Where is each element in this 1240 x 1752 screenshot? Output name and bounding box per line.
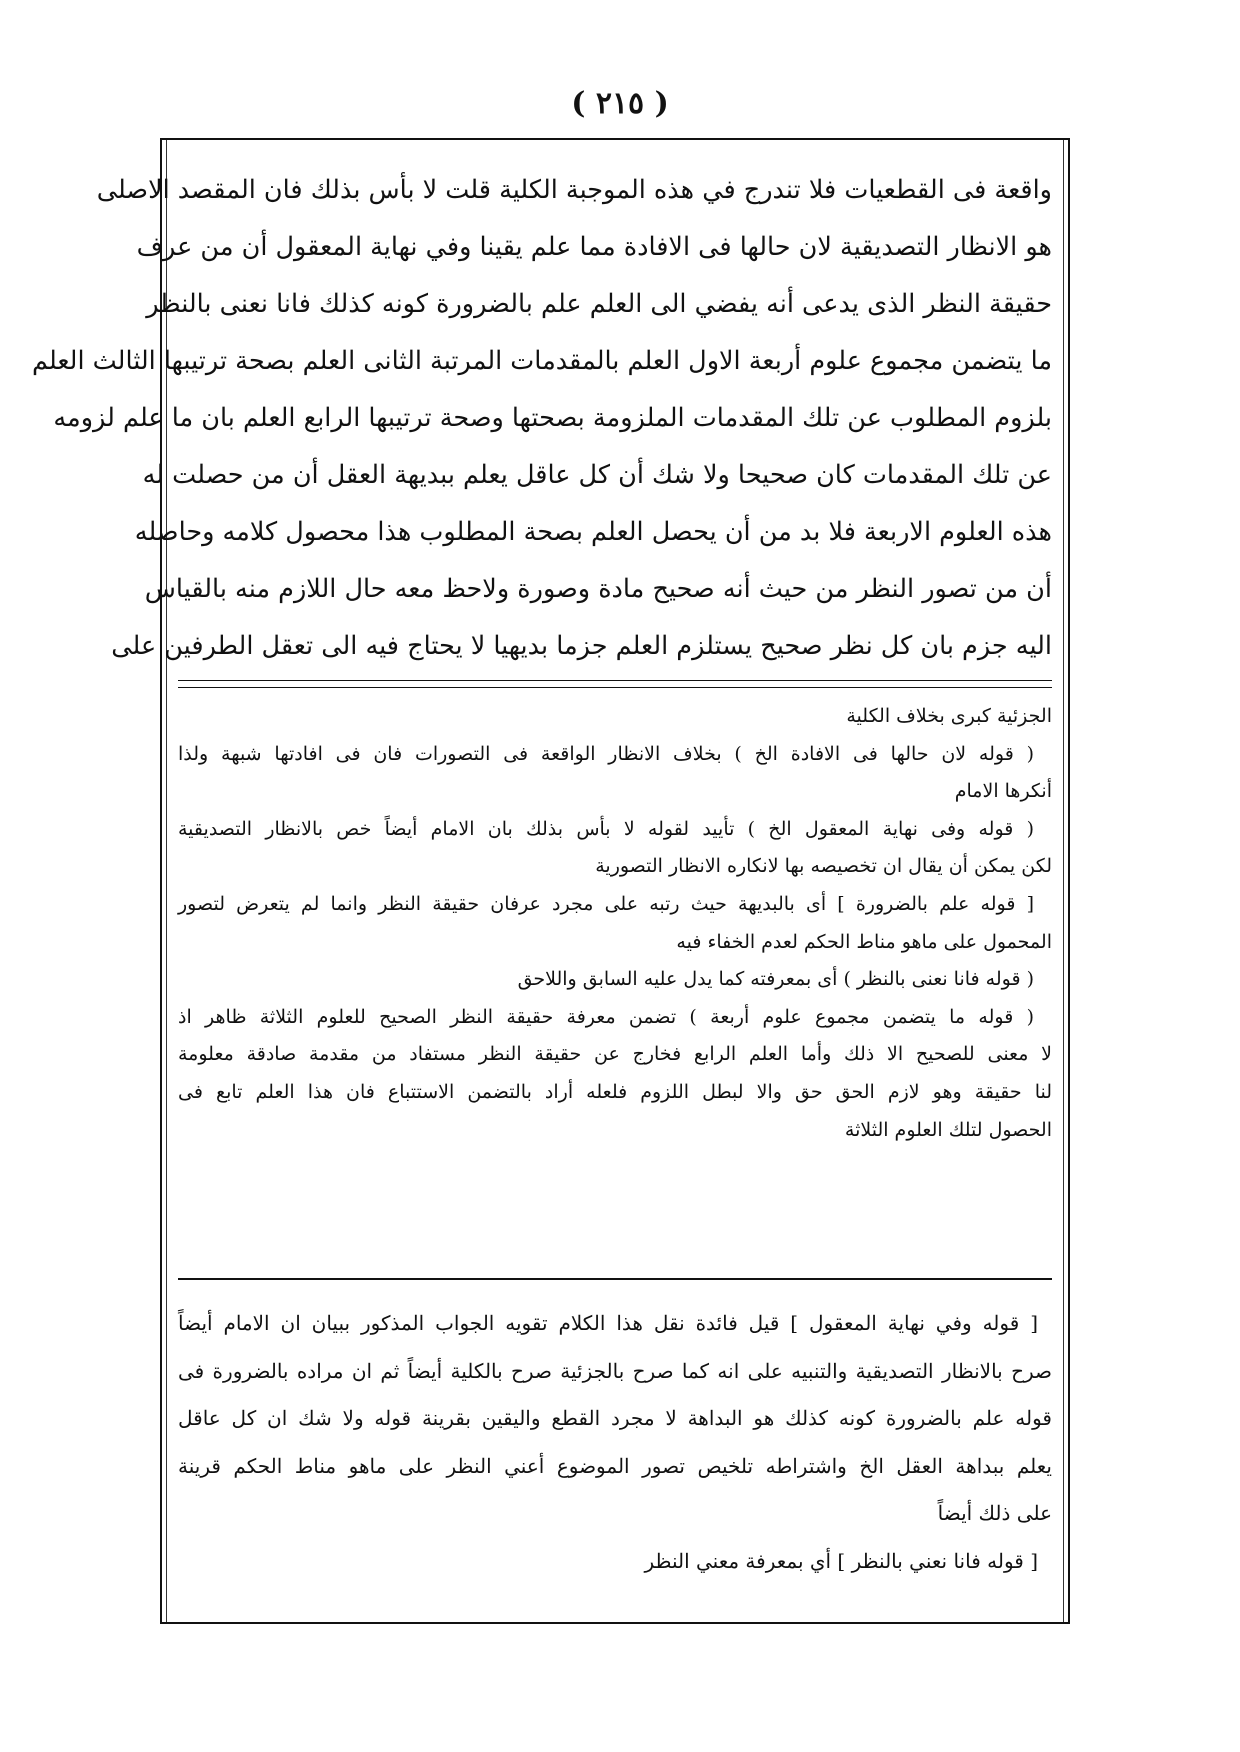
- gloss-line: [ قوله علم بالضرورة ] أى بالبديهة حيث رتبه على مجرد عرفان حقيقة النظر وانما لم يتعرض لتصور: [178, 892, 1034, 915]
- page-number: ( ٢١٥ ): [571, 86, 669, 121]
- main-text-line: ما يتضمن مجموع علوم أربعة الاول العلم بالمقدمات المرتبة الثانى العلم بصحة ترتيبها الثالث العلم: [31, 346, 1052, 376]
- gloss-line: لا معنى للصحيح الا ذلك وأما العلم الرابع فخارج عن حقيقة النظر مستفاد من مقدمة صادقة معلومة: [178, 1043, 1052, 1066]
- gloss-line: قوله علم بالضرورة كونه كذلك هو البداهة لا مجرد القطع واليقين بقرينة قوله ولا شك ان كل عاقل: [178, 1406, 1052, 1430]
- gloss-line: ( قوله لان حالها فى الافادة الخ ) بخلاف الانظار الواقعة فى التصورات فان فى افادتها شبهة ولذا: [178, 742, 1034, 765]
- gloss-line: أنكرها الامام: [954, 780, 1052, 803]
- page-frame: [31, 138, 1070, 1624]
- main-text-line: هو الانظار التصديقية لان حالها فى الافادة مما علم يقينا وفي نهاية المعقول أن من عرف: [136, 232, 1052, 262]
- text-area: [31, 140, 1052, 1622]
- gloss-line: الحصول لتلك العلوم الثلاثة: [844, 1118, 1052, 1141]
- main-text-line: اليه جزم بان كل نظر صحيح يستلزم العلم جزما بديهيا لا يحتاج فيه الى تعقل الطرفين على: [111, 631, 1052, 661]
- main-text-line: هذه العلوم الاربعة فلا بد من أن يحصل العلم بصحة المطلوب هذا محصول كلامه وحاصله: [134, 517, 1052, 547]
- main-text-line: واقعة فى القطعيات فلا تندرج في هذه الموجبة الكلية قلت لا بأس بذلك فان المقصد الاصلى: [96, 175, 1052, 205]
- section-divider: [178, 1278, 1052, 1280]
- main-text: [31, 162, 1052, 675]
- gloss-line: [ قوله وفي نهاية المعقول ] قيل فائدة نقل هذا الكلام تقويه الجواب المذكور ببيان ان الامام أيضاً: [178, 1311, 1038, 1335]
- main-text-line: عن تلك المقدمات كان صحيحا ولا شك أن كل عاقل يعلم ببديهة العقل أن من حصلت له: [142, 460, 1052, 490]
- gloss-line: [ قوله فانا نعني بالنظر ] أي بمعرفة معني النظر: [644, 1548, 1038, 1573]
- marginal-gloss-1: [178, 698, 1052, 1149]
- gloss-line: لنا حقيقة وهو لازم الحق حق والا لبطل اللزوم فلعله أراد بالتضمن الاستتباع فان هذا العلم تابع فى: [178, 1080, 1052, 1103]
- gloss-line: ( قوله ما يتضمن مجموع علوم أربعة ) تضمن معرفة حقيقة النظر الصحيح للعلوم الثلاثة ظاهر اذ: [178, 1005, 1034, 1028]
- gloss-line: الجزئية كبرى بخلاف الكلية: [846, 705, 1052, 727]
- gloss-line: يعلم ببداهة العقل الخ واشتراطه تلخيص تصور الموضوع أعني النظر على ماهو مناط الحكم قرينة: [178, 1453, 1052, 1478]
- marginal-gloss-2: [178, 1300, 1052, 1585]
- main-text-line: حقيقة النظر الذى يدعى أنه يفضي الى العلم علم بالضرورة كونه كذلك فانا نعنى بالنظر: [146, 289, 1052, 319]
- main-text-line: أن من تصور النظر من حيث أنه صحيح مادة وصورة ولاحظ معه حال اللازم منه بالقياس: [144, 574, 1052, 604]
- gloss-line: المحمول على ماهو مناط الحكم لعدم الخفاء فيه: [676, 930, 1052, 953]
- main-text-line: بلزوم المطلوب عن تلك المقدمات الملزومة بصحتها وصحة ترتيبها الرابع العلم بان ما علم لزومه: [53, 403, 1052, 433]
- section-divider: [178, 680, 1052, 688]
- gloss-line: على ذلك أيضاً: [937, 1501, 1052, 1525]
- gloss-line: صرح بالانظار التصديقية والتنبيه على انه كما صرح بالجزئية صرح بالكلية أيضاً ثم ان مراده بالضرورة فى: [178, 1358, 1052, 1383]
- gloss-line: لكن يمكن أن يقال ان تخصيصه بها لانكاره الانظار التصورية: [595, 855, 1052, 878]
- gloss-line: ( قوله وفى نهاية المعقول الخ ) تأييد لقوله لا بأس بذلك بان الامام أيضاً خص بالانظار التصديقية: [178, 817, 1034, 840]
- gloss-line: ( قوله فانا نعنى بالنظر ) أى بمعرفته كما يدل عليه السابق واللاحق: [517, 968, 1034, 991]
